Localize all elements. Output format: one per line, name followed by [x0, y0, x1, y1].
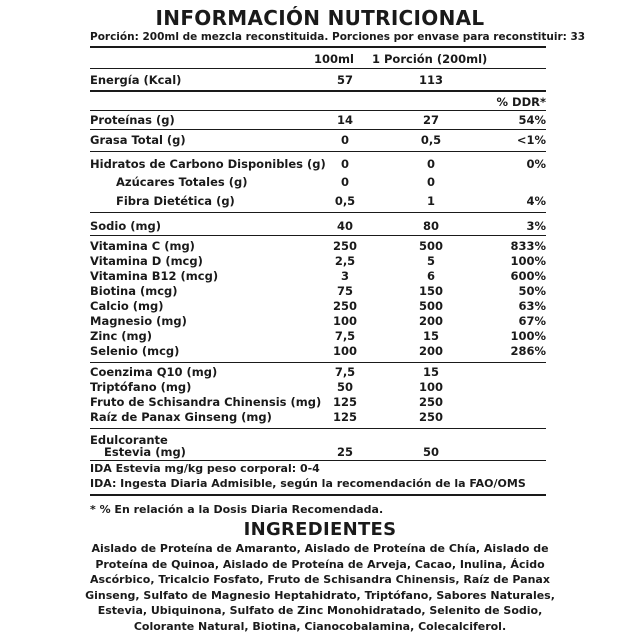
- divider: [90, 90, 546, 92]
- value-ddr: 63%: [518, 299, 546, 313]
- header-per-portion: 1 Porción (200ml): [372, 52, 488, 66]
- value-portion: 250: [418, 395, 443, 409]
- value-100ml: 0: [340, 157, 349, 171]
- table-row: [90, 156, 546, 172]
- value-100ml: 250: [332, 239, 357, 253]
- row-label: Fibra Dietética (g): [116, 194, 235, 208]
- table-row: [90, 193, 546, 209]
- table-row: [90, 394, 546, 410]
- divider: [90, 129, 546, 130]
- ddr-header-row: [90, 94, 546, 110]
- portion-info: Porción: 200ml de mezcla reconstituida. Porciones por envase para reconstituir: 33: [90, 31, 586, 43]
- row-label: Calcio (mg): [90, 299, 164, 313]
- value-portion: 80: [422, 219, 439, 233]
- value-ddr: 100%: [510, 254, 546, 268]
- page-title: INFORMACIÓN NUTRICIONAL: [155, 6, 485, 30]
- value-portion: 113: [418, 73, 443, 87]
- ida-note: IDA Estevia mg/kg peso corporal: 0-4: [90, 462, 320, 475]
- value-ddr: 833%: [510, 239, 546, 253]
- row-label: Vitamina C (mg): [90, 239, 195, 253]
- value-100ml: 40: [336, 219, 353, 233]
- table-row: [90, 238, 546, 254]
- row-label: Selenio (mcg): [90, 344, 180, 358]
- value-ddr: <1%: [516, 133, 546, 147]
- table-row: [90, 409, 546, 425]
- row-label: Fruto de Schisandra Chinensis (mg): [90, 395, 322, 409]
- table-row: [90, 268, 546, 284]
- value-100ml: 3: [340, 269, 349, 283]
- value-100ml: 75: [336, 284, 353, 298]
- value-portion: 250: [418, 410, 443, 424]
- value-portion: 6: [426, 269, 435, 283]
- value-ddr: 600%: [510, 269, 546, 283]
- value-portion: 150: [418, 284, 443, 298]
- divider: [90, 235, 546, 236]
- header-per-100ml: 100ml: [314, 52, 354, 66]
- value-ddr: 286%: [510, 344, 546, 358]
- table-row: [90, 253, 546, 269]
- value-ddr: 50%: [518, 284, 546, 298]
- row-label: Energía (Kcal): [90, 73, 182, 87]
- value-100ml: 2,5: [334, 254, 356, 268]
- table-row: [90, 174, 546, 190]
- value-100ml: 100: [332, 344, 357, 358]
- table-row: [90, 298, 546, 314]
- value-100ml: 50: [336, 380, 353, 394]
- row-label: Azúcares Totales (g): [116, 175, 248, 189]
- ingredients-title: INGREDIENTES: [243, 519, 397, 540]
- value-100ml: 7,5: [334, 365, 356, 379]
- value-portion: 15: [422, 329, 439, 343]
- table-row: [90, 379, 546, 395]
- value-portion: 15: [422, 365, 439, 379]
- value-100ml: 0: [340, 133, 349, 147]
- value-portion: 5: [426, 254, 435, 268]
- value-100ml: 125: [332, 395, 357, 409]
- value-ddr: 0%: [526, 157, 546, 171]
- table-row: [90, 444, 546, 460]
- table-row: [90, 328, 546, 344]
- value-ddr: 3%: [526, 219, 546, 233]
- table-row: [90, 364, 546, 380]
- value-ddr: 67%: [518, 314, 546, 328]
- sweetener-label: Edulcorante: [90, 433, 168, 447]
- divider: [90, 428, 546, 429]
- value-portion: 27: [422, 113, 439, 127]
- divider: [90, 460, 546, 461]
- value-ddr: 4%: [526, 194, 546, 208]
- row-label: Raíz de Panax Ginseng (mg): [90, 410, 272, 424]
- table-row: [90, 343, 546, 359]
- value-100ml: 14: [336, 113, 353, 127]
- value-portion: 1: [426, 194, 435, 208]
- row-label: Vitamina B12 (mcg): [90, 269, 219, 283]
- value-portion: 0,5: [420, 133, 442, 147]
- value-100ml: 57: [336, 73, 353, 87]
- divider: [90, 212, 546, 213]
- table-row: [90, 132, 546, 148]
- value-100ml: 7,5: [334, 329, 356, 343]
- row-label: Grasa Total (g): [90, 133, 186, 147]
- value-100ml: 0: [340, 175, 349, 189]
- value-100ml: 100: [332, 314, 357, 328]
- row-label: Biotina (mcg): [90, 284, 178, 298]
- table-row: [90, 313, 546, 329]
- table-row: [90, 218, 546, 234]
- divider: [90, 362, 546, 363]
- row-label: Estevia (mg): [104, 445, 186, 459]
- row-label: Hidratos de Carbono Disponibles (g): [90, 157, 326, 171]
- value-100ml: 0,5: [334, 194, 356, 208]
- value-portion: 0: [426, 175, 435, 189]
- value-portion: 200: [418, 314, 443, 328]
- column-headers: [90, 51, 546, 67]
- row-label: Zinc (mg): [90, 329, 153, 343]
- value-portion: 500: [418, 299, 443, 313]
- value-portion: 0: [426, 157, 435, 171]
- value-portion: 100: [418, 380, 443, 394]
- row-label: Coenzima Q10 (mg): [90, 365, 218, 379]
- table-row: [90, 112, 546, 128]
- table-row: [90, 72, 546, 88]
- value-ddr: 54%: [518, 113, 546, 127]
- row-label: Vitamina D (mcg): [90, 254, 203, 268]
- value-100ml: 125: [332, 410, 357, 424]
- value-portion: 500: [418, 239, 443, 253]
- row-label: Sodio (mg): [90, 219, 161, 233]
- ddr-footnote: * % En relación a la Dosis Diaria Recomendada.: [90, 503, 384, 516]
- value-portion: 200: [418, 344, 443, 358]
- row-label: Triptófano (mg): [90, 380, 192, 394]
- divider: [90, 494, 546, 496]
- value-100ml: 250: [332, 299, 357, 313]
- row-label: Magnesio (mg): [90, 314, 187, 328]
- divider: [90, 68, 546, 69]
- divider: [90, 151, 546, 152]
- row-label: Proteínas (g): [90, 113, 175, 127]
- divider: [90, 110, 546, 111]
- value-100ml: 25: [336, 445, 353, 459]
- divider: [90, 46, 546, 48]
- table-row: [90, 283, 546, 299]
- header-ddr: % DDR*: [496, 95, 546, 109]
- value-portion: 50: [422, 445, 439, 459]
- value-ddr: 100%: [510, 329, 546, 343]
- ingredients-text: Aislado de Proteína de Amaranto, Aislado de Proteína de Chía, Aislado de Proteína de Quinoa, Aislado de Proteína de Arveja, Cacao, Inulina, Ácido Ascórbico, Tricalcio Fosfato, Fruto de Schisandra Chinensis, Raíz de Panax Ginseng, Sulfato de Magnesio Heptahidrato, Triptófano, Sabores Naturales, Estevia, Ubiquinona, Sulfato de Zinc Monohidratado, Selenito de Sodio, Colorante Natural, Biotina, Cianocobalamina, Colecalciferol.: [85, 542, 555, 633]
- ida-definition: IDA: Ingesta Diaria Admisible, según la recomendación de la FAO/OMS: [90, 477, 526, 490]
